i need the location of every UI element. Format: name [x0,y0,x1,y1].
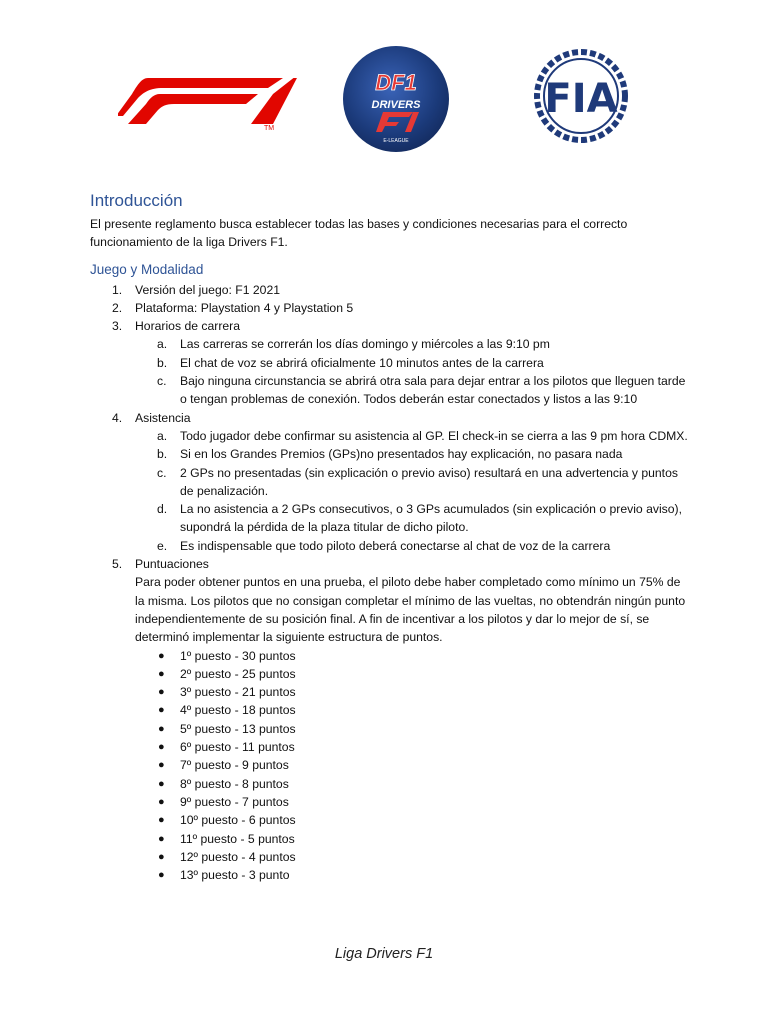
sublist-item: a. Las carreras se correrán los días domingo y miércoles a las 9:10 pm [157,337,550,352]
df1-drivers-logo-icon [343,46,449,152]
tm-mark: TM [264,125,275,130]
df1-logo-bottom-text: E-LEAGUE [383,138,409,144]
list-item: 3. Horarios de carrera a. Las carreras se correrán los días domingo y miércoles a las 9:10 pm b. El chat de voz se abrirá oficialmente 10 minutos antes de la carrera c. Bajo ninguna circunstancia se abrirá otra sala para dejar entrar a los pilotos que lleguen tarde o tengan problemas de conexión. Todos deberán estar conectados y listos a las 9:10 [90,317,690,408]
list-item: 1. Versión del juego: F1 2021 [112,282,280,297]
intro-heading: Introducción [90,191,183,210]
df1-logo-top-text: DF1 [375,70,417,95]
intro-paragraph: El presente reglamento busca establecer todas las bases y condiciones necesarias para el correcto funcionamiento de la liga Drivers F1. [90,217,628,250]
f1-logo-icon [118,78,298,130]
points-list [135,647,690,885]
list-item: 5. Puntuaciones Para poder obtener puntos en una prueba, el piloto debe haber completado como mínimo un 75% de la misma. Los pilotos que no consigan completar el mínimo de las vueltas, no obtendrán ningún punto independientemente de su posición final. A fin de incentivar a los pilotos y dar lo mejor de sí, se determinó implementar la siguiente estructura de puntos. ● 1º puesto - 30 puntos ● 2º puesto - 25 puntos ● 3º puesto - 21 puntos ● 4º puesto - 18 puntos ● 5º puesto - 13 puntos ● 6º puesto - 11 puntos ● 7º puesto - 9 puntos ● 8º puesto - 8 puntos ● 9º puesto - 7 puntos ● 10º puesto - 6 puntos ● 11º puesto - 5 puntos ● 12º puesto - 4 puntos ● 13º puesto - 3 punto [90,555,690,884]
fia-logo-text: FIA [544,76,618,122]
list-item: 2. Plataforma: Playstation 4 y Playstation 5 [112,300,354,315]
sublist-item: e. Es indispensable que todo piloto deberá conectarse al chat de voz de la carrera [157,538,611,553]
df1-logo-middle-text: DRIVERS [371,99,421,111]
points-item: ● 7º puesto - 9 puntos [158,758,289,773]
points-item: ● 1º puesto - 30 puntos [158,648,296,663]
sublist [135,427,690,555]
document-body [90,190,690,884]
points-item: ● 3º puesto - 21 puntos [158,685,296,700]
points-item: ● 2º puesto - 25 puntos [158,666,296,681]
sublist-item: c. 2 GPs no presentadas (sin explicación o previo aviso) resultará en una advertencia y puntos de penalización. [157,465,678,498]
points-item: ● 13º puesto - 3 punto [158,868,290,883]
game-heading: Juego y Modalidad [90,261,204,277]
points-item: ● 12º puesto - 4 puntos [158,849,296,864]
logo-header [0,40,768,160]
page-footer: Liga Drivers F1 [334,946,434,962]
points-item: ● 10º puesto - 6 puntos [158,813,296,828]
points-item: ● 8º puesto - 8 puntos [158,776,289,791]
sublist [135,335,690,408]
points-item: ● 6º puesto - 11 puntos [158,740,295,755]
rules-list [90,281,690,885]
sublist-item: a. Todo jugador debe confirmar su asistencia al GP. El check-in se cierra a las 9 pm hora CDMX. [157,428,688,443]
points-item: ● 9º puesto - 7 puntos [158,794,289,809]
points-item: ● 11º puesto - 5 puntos [158,831,295,846]
sublist-item: b. Si en los Grandes Premios (GPs)no presentados hay explicación, no pasara nada [157,447,623,462]
sublist-item: d. La no asistencia a 2 GPs consecutivos, o 3 GPs acumulados (sin explicación o previo aviso), supondrá la pérdida de la plaza titular de dicho piloto. [157,502,682,535]
list-item: 4. Asistencia a. Todo jugador debe confirmar su asistencia al GP. El check-in se cierra a las 9 pm hora CDMX. b. Si en los Grandes Premios (GPs)no presentados hay explicación, no pasara nada c. 2 GPs no presentadas (sin explicación o previo aviso) resultará en una advertencia y puntos de penalización. d. La no asistencia a 2 GPs consecutivos, o 3 GPs acumulados (sin explicación o previo aviso), supondrá la pérdida de la plaza titular de dicho piloto. e. Es indispensable que todo piloto deberá conectarse al chat de voz de la carrera [90,409,690,555]
points-paragraph: Para poder obtener puntos en una prueba, el piloto debe haber completado como mínimo un 75% de la misma. Los pilotos que no consigan completar el mínimo de las vueltas, no obtendrán ningún punto independientemente de su posición final. A fin de incentivar a los pilotos y dar lo mejor de sí, se determinó implementar la siguiente estructura de puntos. [135,575,686,645]
points-item: ● 4º puesto - 18 puntos [158,703,296,718]
fia-logo-icon [511,46,651,146]
sublist-item: c. Bajo ninguna circunstancia se abrirá otra sala para dejar entrar a los pilotos que lleguen tarde o tengan problemas de conexión. Todos deberán estar conectados y listos a las 9:10 [157,374,686,407]
points-item: ● 5º puesto - 13 puntos [158,721,296,736]
sublist-item: b. El chat de voz se abrirá oficialmente 10 minutos antes de la carrera [157,355,544,370]
